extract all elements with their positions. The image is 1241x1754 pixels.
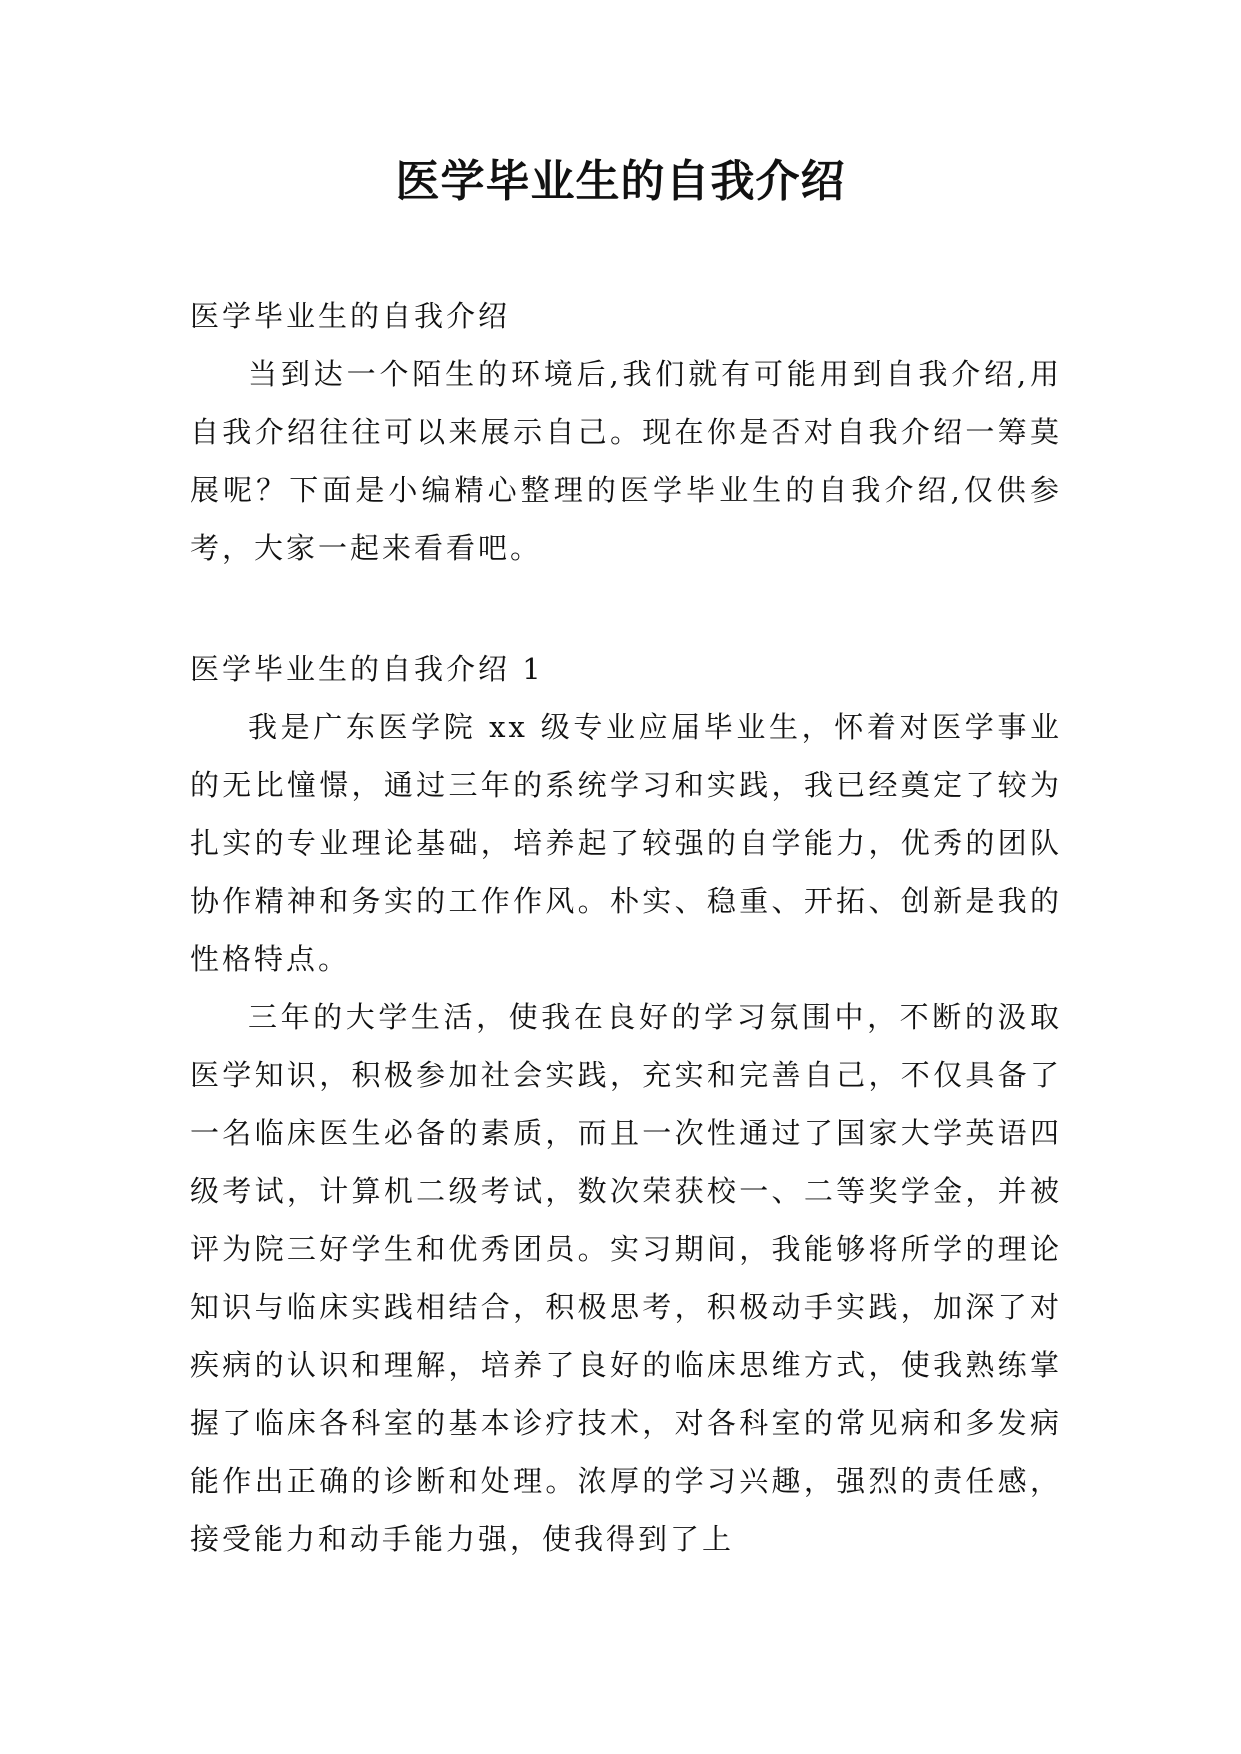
intro-paragraph: 当到达一个陌生的环境后,我们就有可能用到自我介绍,用自我介绍往往可以来展示自己。现在你是否对自我介绍一筹莫展呢？下面是小编精心整理的医学毕业生的自我介绍,仅供参考，大家一起来看看吧。	[190, 357, 1062, 565]
intro-section	[190, 345, 1062, 577]
section1-body	[190, 698, 1062, 1568]
intro-heading: 医学毕业生的自我介绍	[190, 299, 511, 333]
document-title: 医学毕业生的自我介绍	[395, 156, 846, 207]
section1-paragraph-2: 三年的大学生活，使我在良好的学习氛围中，不断的汲取医学知识，积极参加社会实践，充实和完善自己，不仅具备了一名临床医生必备的素质，而且一次性通过了国家大学英语四级考试，计算机二级考试，数次荣获校一、二等奖学金，并被评为院三好学生和优秀团员。实习期间，我能够将所学的理论知识与临床实践相结合，积极思考，积极动手实践，加深了对疾病的认识和理解，培养了良好的临床思维方式，使我熟练掌握了临床各科室的基本诊疗技术，对各科室的常见病和多发病能作出正确的诊断和处理。浓厚的学习兴趣，强烈的责任感，接受能力和动手能力强，使我得到了上	[190, 1000, 1062, 1556]
section1-paragraph-1: 我是广东医学院 xx 级专业应届毕业生，怀着对医学事业的无比憧憬，通过三年的系统学习和实践，我已经奠定了较为扎实的专业理论基础，培养起了较强的自学能力，优秀的团队协作精神和务实的工作作风。朴实、稳重、开拓、创新是我的性格特点。	[190, 710, 1062, 976]
section1-heading: 医学毕业生的自我介绍 1	[190, 652, 544, 686]
